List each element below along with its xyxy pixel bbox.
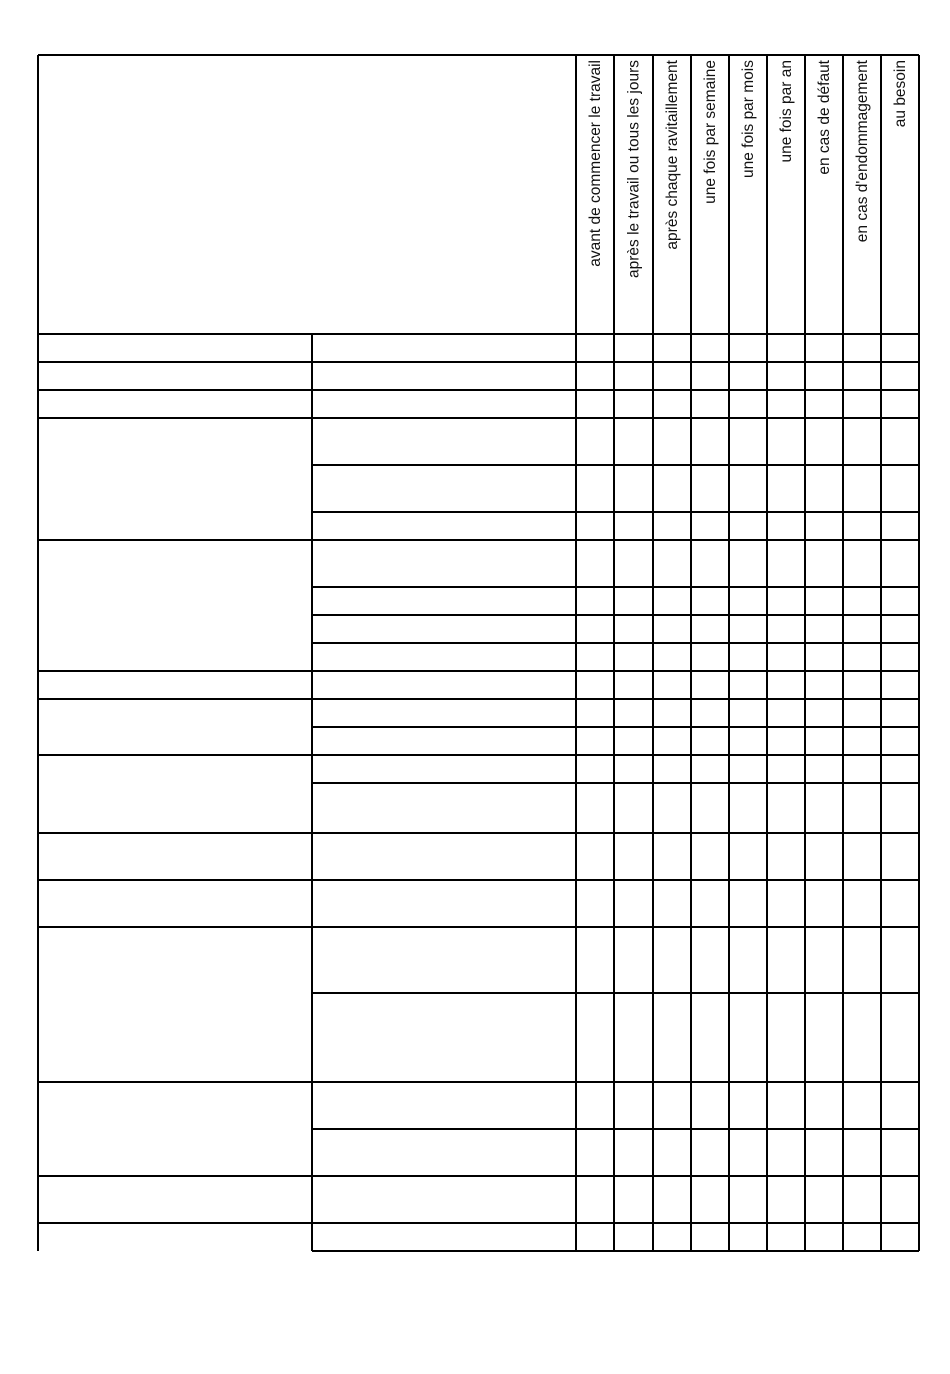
frequency-check-cell[interactable] (767, 1223, 805, 1251)
item-cell (38, 390, 312, 418)
frequency-check-cell[interactable] (881, 727, 919, 755)
frequency-check-cell[interactable] (881, 783, 919, 833)
frequency-check-cell[interactable] (805, 465, 843, 512)
frequency-check-cell[interactable] (691, 727, 729, 755)
task-cell (312, 671, 576, 699)
frequency-check-cell[interactable] (653, 927, 691, 993)
frequency-check-cell[interactable] (691, 1176, 729, 1223)
frequency-check-cell[interactable] (653, 880, 691, 927)
frequency-check-cell[interactable] (576, 699, 614, 727)
frequency-check-cell[interactable] (691, 540, 729, 587)
frequency-check-cell[interactable] (805, 418, 843, 465)
frequency-check-cell[interactable] (691, 587, 729, 615)
frequency-check-cell[interactable] (729, 1176, 767, 1223)
frequency-check-cell[interactable] (881, 1176, 919, 1223)
frequency-check-cell[interactable] (576, 880, 614, 927)
frequency-check-cell[interactable] (614, 671, 653, 699)
frequency-check-cell[interactable] (767, 1176, 805, 1223)
frequency-check-cell[interactable] (691, 390, 729, 418)
frequency-check-cell[interactable] (576, 615, 614, 643)
frequency-header-label: après chaque ravitaillement (664, 60, 681, 250)
frequency-check-cell[interactable] (653, 540, 691, 587)
frequency-check-cell[interactable] (691, 993, 729, 1082)
frequency-check-cell[interactable] (767, 512, 805, 540)
task-cell (312, 1223, 576, 1251)
frequency-check-cell[interactable] (576, 362, 614, 390)
item-cell (38, 540, 312, 671)
frequency-check-cell[interactable] (653, 783, 691, 833)
task-cell (312, 927, 576, 993)
frequency-check-cell[interactable] (843, 512, 881, 540)
frequency-check-cell[interactable] (843, 587, 881, 615)
frequency-check-cell[interactable] (576, 1176, 614, 1223)
frequency-check-cell[interactable] (729, 727, 767, 755)
frequency-check-cell[interactable] (576, 671, 614, 699)
frequency-check-cell[interactable] (805, 1176, 843, 1223)
frequency-check-cell[interactable] (805, 362, 843, 390)
frequency-check-cell[interactable] (691, 783, 729, 833)
frequency-check-cell[interactable] (576, 512, 614, 540)
frequency-check-cell[interactable] (767, 727, 805, 755)
frequency-check-cell[interactable] (576, 390, 614, 418)
frequency-check-cell[interactable] (805, 727, 843, 755)
frequency-check-cell[interactable] (805, 755, 843, 783)
frequency-check-cell[interactable] (576, 587, 614, 615)
frequency-check-cell[interactable] (767, 1082, 805, 1129)
frequency-check-cell[interactable] (729, 643, 767, 671)
frequency-check-cell[interactable] (653, 615, 691, 643)
frequency-check-cell[interactable] (843, 927, 881, 993)
frequency-header-label: en cas de défaut (816, 60, 833, 175)
frequency-header-label: une fois par semaine (702, 60, 719, 204)
item-cell (38, 880, 312, 927)
frequency-check-cell[interactable] (767, 643, 805, 671)
frequency-check-cell[interactable] (691, 334, 729, 362)
frequency-check-cell[interactable] (767, 927, 805, 993)
frequency-check-cell[interactable] (614, 362, 653, 390)
frequency-check-cell[interactable] (843, 1223, 881, 1251)
frequency-check-cell[interactable] (805, 927, 843, 993)
frequency-check-cell[interactable] (881, 993, 919, 1082)
frequency-check-cell[interactable] (843, 334, 881, 362)
frequency-check-cell[interactable] (729, 993, 767, 1082)
task-cell (312, 390, 576, 418)
frequency-check-cell[interactable] (653, 418, 691, 465)
item-cell (38, 1223, 312, 1251)
frequency-check-cell[interactable] (653, 833, 691, 880)
item-cell (38, 671, 312, 699)
frequency-check-cell[interactable] (729, 671, 767, 699)
frequency-check-cell[interactable] (805, 587, 843, 615)
frequency-check-cell[interactable] (691, 643, 729, 671)
frequency-check-cell[interactable] (767, 671, 805, 699)
frequency-check-cell[interactable] (767, 418, 805, 465)
frequency-check-cell[interactable] (767, 993, 805, 1082)
frequency-check-cell[interactable] (576, 643, 614, 671)
task-cell (312, 1082, 576, 1129)
frequency-check-cell[interactable] (614, 755, 653, 783)
frequency-check-cell[interactable] (843, 671, 881, 699)
frequency-check-cell[interactable] (576, 727, 614, 755)
frequency-check-cell[interactable] (614, 334, 653, 362)
frequency-check-cell[interactable] (881, 927, 919, 993)
frequency-check-cell[interactable] (843, 418, 881, 465)
item-cell (38, 418, 312, 540)
frequency-check-cell[interactable] (805, 334, 843, 362)
frequency-check-cell[interactable] (729, 465, 767, 512)
frequency-check-cell[interactable] (729, 833, 767, 880)
frequency-check-cell[interactable] (805, 1082, 843, 1129)
frequency-check-cell[interactable] (653, 1176, 691, 1223)
frequency-check-cell[interactable] (614, 418, 653, 465)
frequency-check-cell[interactable] (576, 1223, 614, 1251)
frequency-check-cell[interactable] (653, 334, 691, 362)
frequency-check-cell[interactable] (843, 727, 881, 755)
frequency-check-cell[interactable] (729, 755, 767, 783)
frequency-check-cell[interactable] (767, 755, 805, 783)
frequency-check-cell[interactable] (729, 587, 767, 615)
task-cell (312, 833, 576, 880)
frequency-check-cell[interactable] (805, 615, 843, 643)
task-cell (312, 512, 576, 540)
frequency-check-cell[interactable] (881, 643, 919, 671)
frequency-header-label: une fois par mois (740, 60, 757, 179)
frequency-check-cell[interactable] (843, 783, 881, 833)
frequency-check-cell[interactable] (691, 362, 729, 390)
frequency-check-cell[interactable] (614, 587, 653, 615)
frequency-check-cell[interactable] (767, 880, 805, 927)
frequency-check-cell[interactable] (653, 727, 691, 755)
frequency-check-cell[interactable] (614, 1129, 653, 1176)
item-cell (38, 833, 312, 880)
frequency-check-cell[interactable] (843, 1176, 881, 1223)
frequency-check-cell[interactable] (729, 418, 767, 465)
frequency-check-cell[interactable] (843, 1129, 881, 1176)
frequency-check-cell[interactable] (576, 783, 614, 833)
frequency-check-cell[interactable] (576, 927, 614, 993)
table-body (38, 334, 919, 1251)
frequency-check-cell[interactable] (614, 512, 653, 540)
frequency-check-cell[interactable] (691, 833, 729, 880)
frequency-check-cell[interactable] (576, 755, 614, 783)
frequency-check-cell[interactable] (843, 390, 881, 418)
task-cell (312, 699, 576, 727)
frequency-check-cell[interactable] (614, 880, 653, 927)
frequency-check-cell[interactable] (653, 465, 691, 512)
frequency-check-cell[interactable] (767, 390, 805, 418)
task-cell (312, 1129, 576, 1176)
task-cell (312, 418, 576, 465)
frequency-header-label: après le travail ou tous les jours (625, 60, 643, 278)
frequency-header-label: au besoin (892, 60, 909, 128)
frequency-check-cell[interactable] (729, 615, 767, 643)
frequency-check-cell[interactable] (653, 1129, 691, 1176)
task-cell (312, 334, 576, 362)
frequency-check-cell[interactable] (653, 587, 691, 615)
frequency-check-cell[interactable] (576, 1082, 614, 1129)
frequency-check-cell[interactable] (653, 671, 691, 699)
frequency-check-cell[interactable] (881, 334, 919, 362)
frequency-check-cell[interactable] (653, 1223, 691, 1251)
frequency-check-cell[interactable] (843, 993, 881, 1082)
task-cell (312, 755, 576, 783)
frequency-check-cell[interactable] (805, 993, 843, 1082)
frequency-check-cell[interactable] (614, 643, 653, 671)
frequency-check-cell[interactable] (691, 465, 729, 512)
table-header (587, 59, 909, 278)
frequency-check-cell[interactable] (729, 362, 767, 390)
frequency-check-cell[interactable] (767, 615, 805, 643)
frequency-check-cell[interactable] (729, 1082, 767, 1129)
frequency-check-cell[interactable] (614, 1223, 653, 1251)
frequency-check-cell[interactable] (843, 615, 881, 643)
frequency-check-cell[interactable] (614, 927, 653, 993)
frequency-check-cell[interactable] (881, 671, 919, 699)
frequency-check-cell[interactable] (576, 540, 614, 587)
frequency-check-cell[interactable] (653, 643, 691, 671)
frequency-check-cell[interactable] (805, 671, 843, 699)
frequency-check-cell[interactable] (843, 465, 881, 512)
frequency-check-cell[interactable] (614, 390, 653, 418)
frequency-check-cell[interactable] (843, 880, 881, 927)
frequency-check-cell[interactable] (881, 362, 919, 390)
frequency-check-cell[interactable] (767, 1129, 805, 1176)
frequency-check-cell[interactable] (653, 390, 691, 418)
frequency-check-cell[interactable] (576, 418, 614, 465)
frequency-check-cell[interactable] (614, 1176, 653, 1223)
frequency-check-cell[interactable] (843, 362, 881, 390)
item-cell (38, 927, 312, 1082)
frequency-check-cell[interactable] (614, 699, 653, 727)
frequency-check-cell[interactable] (767, 587, 805, 615)
task-cell (312, 783, 576, 833)
task-cell (312, 362, 576, 390)
frequency-check-cell[interactable] (767, 833, 805, 880)
task-cell (312, 993, 576, 1082)
frequency-check-cell[interactable] (881, 833, 919, 880)
frequency-check-cell[interactable] (729, 540, 767, 587)
frequency-check-cell[interactable] (729, 783, 767, 833)
frequency-check-cell[interactable] (576, 334, 614, 362)
frequency-check-cell[interactable] (614, 783, 653, 833)
frequency-check-cell[interactable] (653, 512, 691, 540)
frequency-check-cell[interactable] (805, 880, 843, 927)
frequency-check-cell[interactable] (614, 465, 653, 512)
frequency-check-cell[interactable] (843, 755, 881, 783)
frequency-check-cell[interactable] (843, 643, 881, 671)
frequency-check-cell[interactable] (691, 1082, 729, 1129)
frequency-check-cell[interactable] (843, 833, 881, 880)
frequency-check-cell[interactable] (805, 699, 843, 727)
frequency-check-cell[interactable] (843, 1082, 881, 1129)
frequency-check-cell[interactable] (614, 833, 653, 880)
frequency-check-cell[interactable] (614, 993, 653, 1082)
frequency-check-cell[interactable] (767, 783, 805, 833)
task-cell (312, 465, 576, 512)
frequency-check-cell[interactable] (881, 465, 919, 512)
frequency-check-cell[interactable] (805, 783, 843, 833)
task-cell (312, 727, 576, 755)
frequency-check-cell[interactable] (805, 540, 843, 587)
frequency-check-cell[interactable] (881, 1082, 919, 1129)
frequency-check-cell[interactable] (767, 699, 805, 727)
frequency-check-cell[interactable] (691, 418, 729, 465)
frequency-check-cell[interactable] (653, 699, 691, 727)
item-cell (38, 699, 312, 755)
frequency-check-cell[interactable] (653, 362, 691, 390)
frequency-check-cell[interactable] (576, 993, 614, 1082)
frequency-check-cell[interactable] (881, 755, 919, 783)
item-cell (38, 1082, 312, 1176)
frequency-check-cell[interactable] (881, 540, 919, 587)
frequency-check-cell[interactable] (576, 1129, 614, 1176)
frequency-check-cell[interactable] (805, 643, 843, 671)
frequency-check-cell[interactable] (881, 880, 919, 927)
frequency-check-cell[interactable] (881, 1223, 919, 1251)
frequency-check-cell[interactable] (691, 927, 729, 993)
frequency-check-cell[interactable] (614, 727, 653, 755)
frequency-check-cell[interactable] (691, 880, 729, 927)
task-cell (312, 1176, 576, 1223)
frequency-check-cell[interactable] (805, 1129, 843, 1176)
frequency-check-cell[interactable] (691, 1129, 729, 1176)
frequency-check-cell[interactable] (729, 512, 767, 540)
task-cell (312, 540, 576, 587)
frequency-check-cell[interactable] (767, 334, 805, 362)
frequency-check-cell[interactable] (691, 755, 729, 783)
frequency-check-cell[interactable] (691, 699, 729, 727)
frequency-check-cell[interactable] (729, 390, 767, 418)
frequency-check-cell[interactable] (653, 755, 691, 783)
frequency-check-cell[interactable] (729, 1223, 767, 1251)
task-cell (312, 880, 576, 927)
task-cell (312, 587, 576, 615)
frequency-check-cell[interactable] (767, 540, 805, 587)
frequency-check-cell[interactable] (881, 512, 919, 540)
frequency-check-cell[interactable] (576, 833, 614, 880)
frequency-check-cell[interactable] (653, 1082, 691, 1129)
frequency-check-cell[interactable] (881, 587, 919, 615)
frequency-check-cell[interactable] (881, 615, 919, 643)
item-cell (38, 362, 312, 390)
frequency-check-cell[interactable] (881, 418, 919, 465)
frequency-check-cell[interactable] (881, 390, 919, 418)
frequency-check-cell[interactable] (653, 993, 691, 1082)
frequency-check-cell[interactable] (729, 1129, 767, 1176)
item-cell (38, 755, 312, 833)
task-cell (312, 615, 576, 643)
frequency-header-label: avant de commencer le travail (587, 60, 604, 267)
frequency-check-cell[interactable] (691, 671, 729, 699)
frequency-check-cell[interactable] (805, 833, 843, 880)
frequency-check-cell[interactable] (805, 512, 843, 540)
frequency-check-cell[interactable] (805, 390, 843, 418)
task-cell (312, 643, 576, 671)
frequency-check-cell[interactable] (691, 1223, 729, 1251)
frequency-check-cell[interactable] (729, 880, 767, 927)
frequency-check-cell[interactable] (767, 362, 805, 390)
frequency-check-cell[interactable] (729, 927, 767, 993)
frequency-check-cell[interactable] (881, 1129, 919, 1176)
frequency-check-cell[interactable] (614, 1082, 653, 1129)
frequency-check-cell[interactable] (691, 512, 729, 540)
item-cell (38, 1176, 312, 1223)
frequency-check-cell[interactable] (843, 699, 881, 727)
frequency-header-label: en cas d'endommagement (854, 60, 871, 243)
frequency-check-cell[interactable] (576, 465, 614, 512)
frequency-check-cell[interactable] (767, 465, 805, 512)
frequency-check-cell[interactable] (691, 615, 729, 643)
frequency-check-cell[interactable] (729, 334, 767, 362)
frequency-check-cell[interactable] (843, 540, 881, 587)
frequency-header-label: une fois par an (778, 60, 795, 163)
frequency-check-cell[interactable] (614, 540, 653, 587)
frequency-check-cell[interactable] (805, 1223, 843, 1251)
frequency-check-cell[interactable] (729, 699, 767, 727)
item-cell (38, 334, 312, 362)
frequency-check-cell[interactable] (881, 699, 919, 727)
frequency-check-cell[interactable] (614, 615, 653, 643)
